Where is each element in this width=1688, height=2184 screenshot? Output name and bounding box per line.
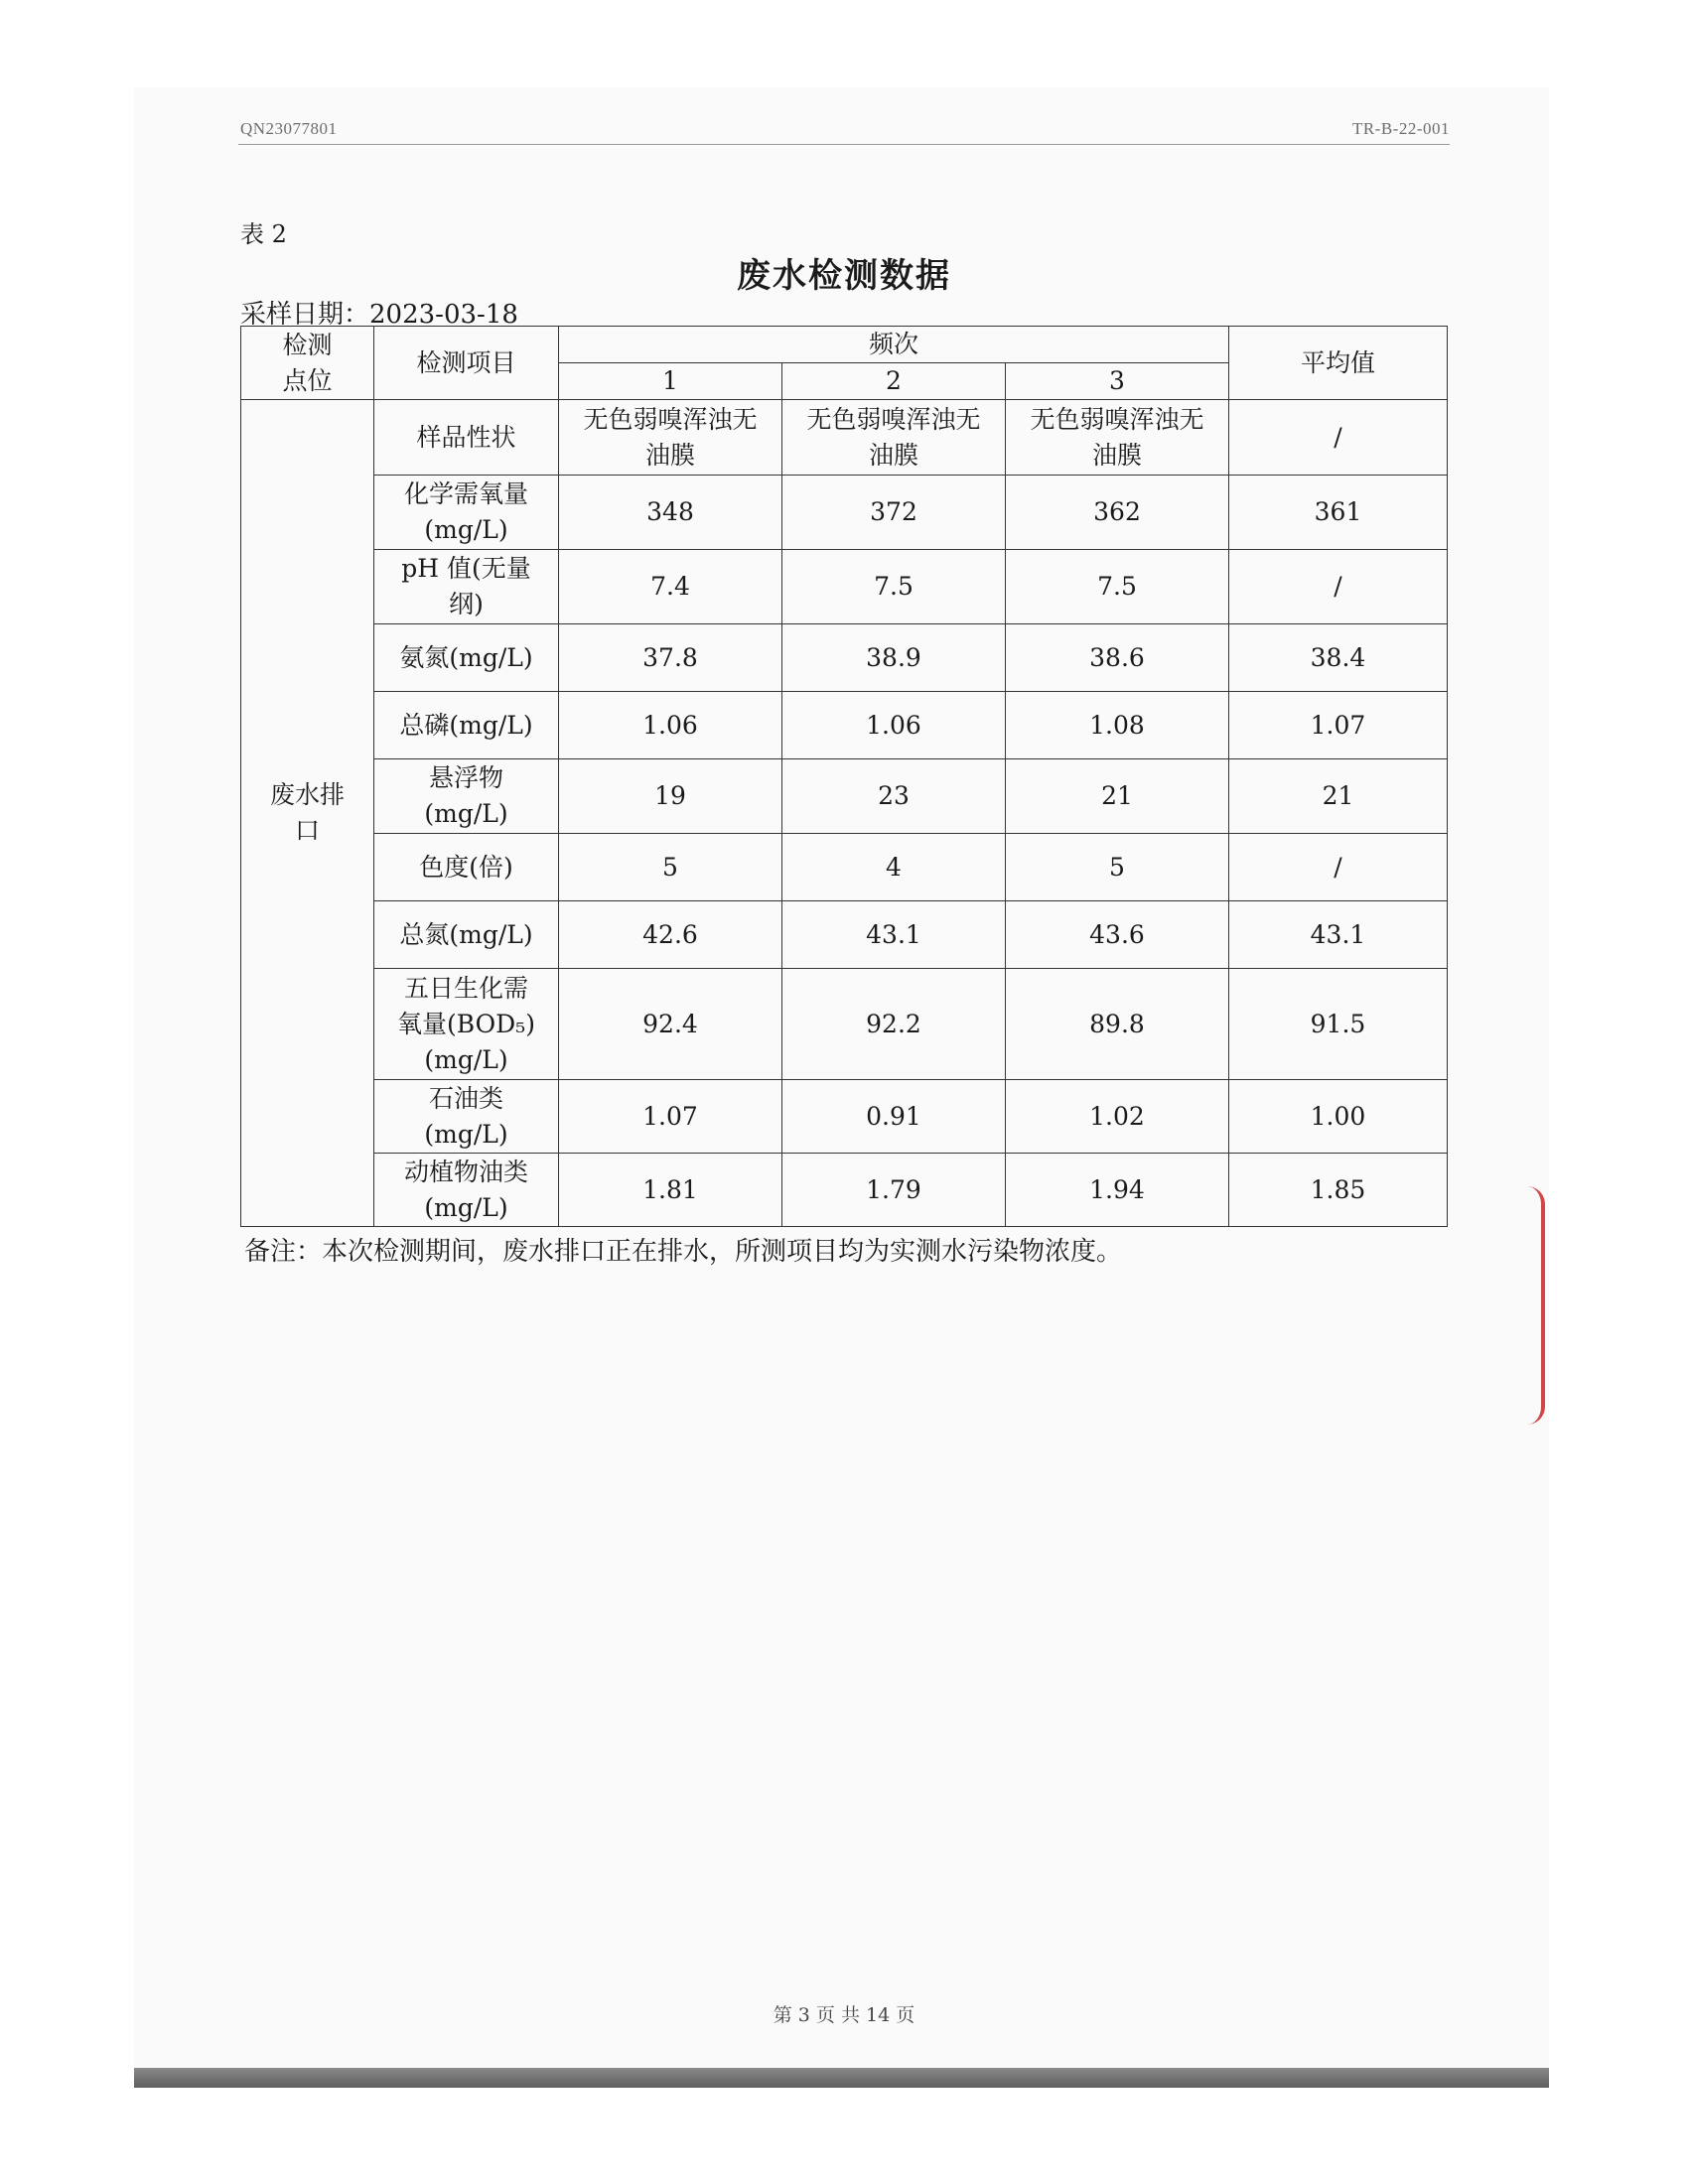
page-number: 第 3 页 共 14 页 <box>773 2004 915 2026</box>
value-cell: 7.5 <box>782 550 1006 624</box>
average-cell: / <box>1229 834 1448 901</box>
header-point: 检测 点位 <box>241 327 374 400</box>
value-cell: 1.79 <box>782 1154 1006 1227</box>
report-number: QN23077801 <box>240 119 338 138</box>
header-item: 检测项目 <box>374 327 559 400</box>
value-cell: 7.5 <box>1006 550 1229 624</box>
value-cell: 38.9 <box>782 624 1006 692</box>
value-cell: 21 <box>1006 759 1229 834</box>
value-cell: 23 <box>782 759 1006 834</box>
table-title: 废水检测数据 <box>737 256 951 296</box>
value-cell: 4 <box>782 834 1006 901</box>
item-cell: 化学需氧量 (mg/L) <box>374 476 559 550</box>
table-row <box>241 550 1448 624</box>
table-row <box>241 759 1448 834</box>
average-cell: 1.00 <box>1229 1080 1448 1154</box>
header-freq-2: 2 <box>782 363 1006 400</box>
table-row <box>241 476 1448 550</box>
table-row <box>241 400 1448 476</box>
value-cell: 92.4 <box>559 969 782 1080</box>
item-cell: 石油类 (mg/L) <box>374 1080 559 1154</box>
table-row <box>241 624 1448 692</box>
value-cell: 348 <box>559 476 782 550</box>
value-cell: 无色弱嗅浑浊无 油膜 <box>1006 400 1229 476</box>
table-row <box>241 901 1448 969</box>
remark-note: 备注：本次检测期间，废水排口正在排水，所测项目均为实测水污染物浓度。 <box>244 1237 1123 1267</box>
item-cell: pH 值(无量 纲) <box>374 550 559 624</box>
seal-stamp-edge <box>1527 1186 1545 1425</box>
average-cell: 38.4 <box>1229 624 1448 692</box>
average-cell: 21 <box>1229 759 1448 834</box>
average-cell: 1.85 <box>1229 1154 1448 1227</box>
value-cell: 5 <box>559 834 782 901</box>
wastewater-data-table <box>240 326 1448 1227</box>
average-cell: 1.07 <box>1229 692 1448 759</box>
table-row <box>241 834 1448 901</box>
item-cell: 氨氮(mg/L) <box>374 624 559 692</box>
value-cell: 42.6 <box>559 901 782 969</box>
value-cell: 362 <box>1006 476 1229 550</box>
form-code: TR-B-22-001 <box>1351 119 1450 138</box>
value-cell: 1.81 <box>559 1154 782 1227</box>
value-cell: 1.02 <box>1006 1080 1229 1154</box>
value-cell: 43.1 <box>782 901 1006 969</box>
sampling-date: 采样日期：2023-03-18 <box>240 300 518 330</box>
value-cell: 92.2 <box>782 969 1006 1080</box>
item-cell: 总磷(mg/L) <box>374 692 559 759</box>
average-cell: 91.5 <box>1229 969 1448 1080</box>
header-freq-1: 1 <box>559 363 782 400</box>
table-row <box>241 969 1448 1080</box>
header-divider <box>238 144 1450 145</box>
value-cell: 无色弱嗅浑浊无 油膜 <box>782 400 1006 476</box>
scan-edge <box>134 2068 1549 2088</box>
header-frequency: 频次 <box>559 327 1229 363</box>
item-cell: 总氮(mg/L) <box>374 901 559 969</box>
item-cell: 五日生化需 氧量(BOD₅) (mg/L) <box>374 969 559 1080</box>
header-average: 平均值 <box>1229 327 1448 400</box>
table-row <box>241 1080 1448 1154</box>
average-cell: 361 <box>1229 476 1448 550</box>
table-number: 表 2 <box>240 220 287 248</box>
value-cell: 1.06 <box>782 692 1006 759</box>
value-cell: 0.91 <box>782 1080 1006 1154</box>
point-cell: 废水排 口 <box>241 400 374 1227</box>
table-row <box>241 1154 1448 1227</box>
average-cell: / <box>1229 550 1448 624</box>
value-cell: 372 <box>782 476 1006 550</box>
item-cell: 色度(倍) <box>374 834 559 901</box>
item-cell: 动植物油类 (mg/L) <box>374 1154 559 1227</box>
value-cell: 1.06 <box>559 692 782 759</box>
average-cell: / <box>1229 400 1448 476</box>
value-cell: 43.6 <box>1006 901 1229 969</box>
value-cell: 1.08 <box>1006 692 1229 759</box>
value-cell: 1.94 <box>1006 1154 1229 1227</box>
value-cell: 1.07 <box>559 1080 782 1154</box>
value-cell: 无色弱嗅浑浊无 油膜 <box>559 400 782 476</box>
header-freq-3: 3 <box>1006 363 1229 400</box>
value-cell: 38.6 <box>1006 624 1229 692</box>
item-cell: 悬浮物 (mg/L) <box>374 759 559 834</box>
table-row <box>241 692 1448 759</box>
value-cell: 37.8 <box>559 624 782 692</box>
value-cell: 5 <box>1006 834 1229 901</box>
average-cell: 43.1 <box>1229 901 1448 969</box>
value-cell: 7.4 <box>559 550 782 624</box>
value-cell: 89.8 <box>1006 969 1229 1080</box>
value-cell: 19 <box>559 759 782 834</box>
item-cell: 样品性状 <box>374 400 559 476</box>
